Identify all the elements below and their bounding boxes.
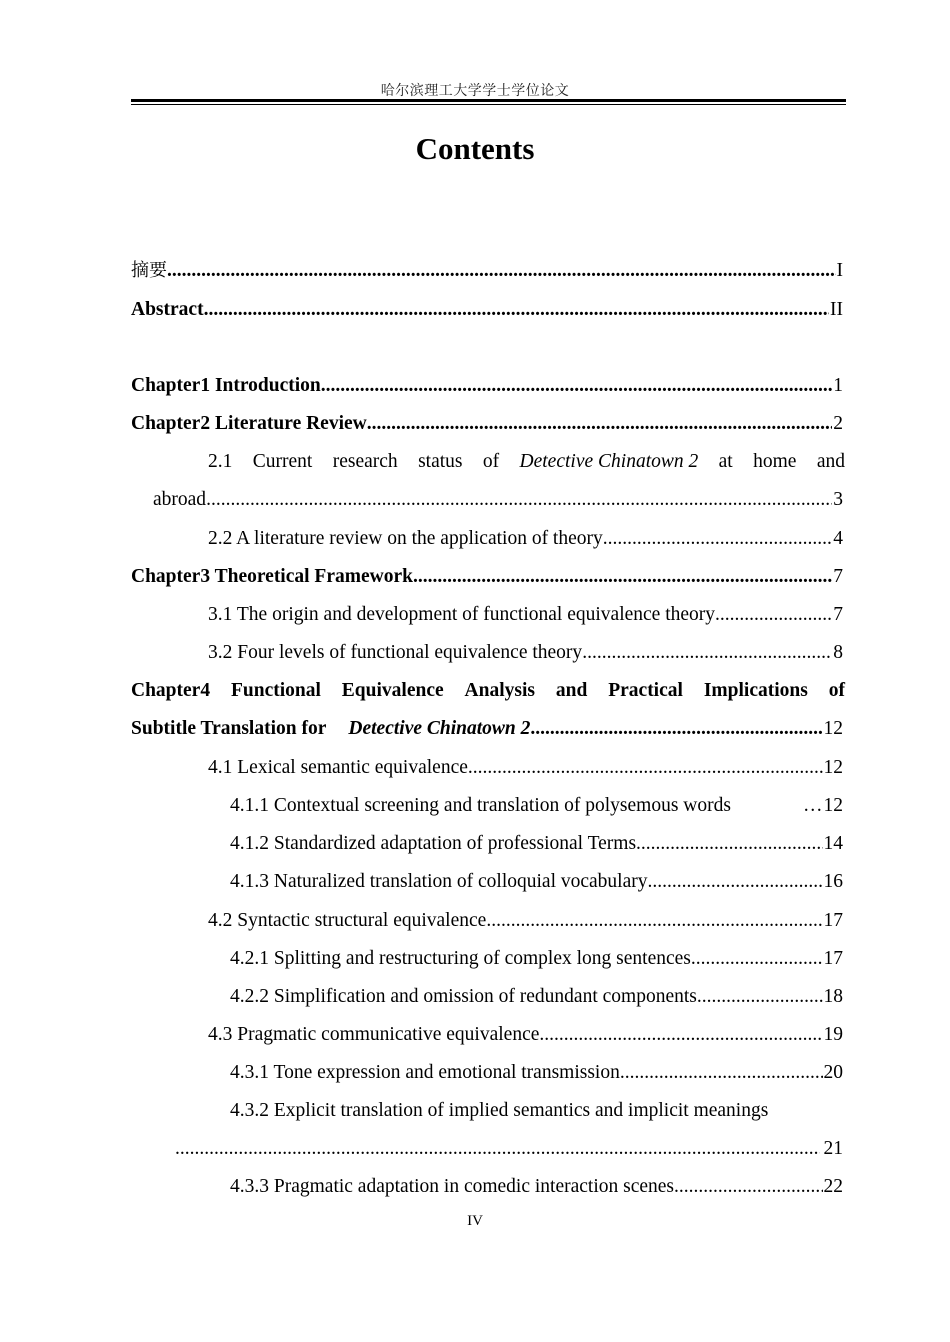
toc-label: 4.3 Pragmatic communicative equivalence <box>208 1024 540 1045</box>
toc-word: Practical <box>608 680 683 701</box>
toc-word: Analysis <box>464 680 535 701</box>
toc-word: of <box>828 680 845 701</box>
toc-page: 12 <box>823 757 843 778</box>
toc-entry-4-3-3[interactable] <box>230 1175 843 1199</box>
toc-italic-title: Detective Chinatown 2 <box>519 451 699 472</box>
toc-leader <box>674 1175 822 1199</box>
page-header: 哈尔滨理工大学学士学位论文 <box>380 84 570 99</box>
toc-leader <box>206 488 832 512</box>
toc-leader <box>697 985 823 1009</box>
toc-page: 18 <box>823 986 843 1007</box>
toc-entry-2-1-line1[interactable] <box>208 450 845 474</box>
toc-label: Subtitle Translation for <box>131 718 327 739</box>
toc-page: 17 <box>823 948 843 969</box>
page-number: IV <box>467 1213 483 1229</box>
toc-page: 4 <box>833 528 843 549</box>
toc-entry-chapter3[interactable] <box>131 565 843 589</box>
toc-entry-4-2[interactable] <box>208 909 843 933</box>
toc-leader <box>530 717 822 741</box>
toc-word: Implications <box>703 680 808 701</box>
toc-page: 16 <box>823 871 843 892</box>
toc-entry-chapter4-line2[interactable] <box>131 717 843 741</box>
toc-entry-4-3[interactable] <box>208 1023 843 1047</box>
toc-leader <box>468 756 823 780</box>
toc-label: 4.3.3 Pragmatic adaptation in comedic interaction scenes <box>230 1176 675 1197</box>
page-title: Contents <box>415 131 535 166</box>
toc-page: 21 <box>823 1138 843 1159</box>
toc-entry-3-2[interactable] <box>208 641 843 665</box>
toc-entry-2-2[interactable] <box>208 527 843 551</box>
toc-word: at <box>718 451 733 472</box>
toc-label: 4.3.1 Tone expression and emotional transmission <box>230 1062 620 1083</box>
toc-entry-4-3-2-line1[interactable] <box>230 1099 845 1123</box>
toc-entry-4-1-3[interactable] <box>230 870 843 894</box>
toc-label: 4.2 Syntactic structural equivalence <box>208 910 487 931</box>
toc-label: Chapter2 Literature Review <box>131 413 367 434</box>
toc-word: research <box>332 451 398 472</box>
toc-leader <box>715 603 832 627</box>
toc-entry-4-3-2-line2[interactable] <box>175 1137 843 1161</box>
toc-entry-zhaiyao[interactable] <box>131 259 843 283</box>
toc-page: 2 <box>833 413 843 434</box>
toc-entry-chapter1[interactable] <box>131 374 843 398</box>
toc-leader <box>620 1061 823 1085</box>
toc-page: 20 <box>823 1062 843 1083</box>
toc-leader <box>367 412 833 436</box>
toc-label: 4.3.2 Explicit translation of implied semantics and implicit meanings <box>230 1100 769 1121</box>
toc-page: 8 <box>833 642 843 663</box>
toc-entry-3-1[interactable] <box>208 603 843 627</box>
toc-page: 17 <box>823 910 843 931</box>
toc-entry-chapter4-line1[interactable] <box>131 679 845 703</box>
toc-page: 14 <box>823 833 843 854</box>
toc-page: 12 <box>823 795 843 816</box>
toc-entry-abstract[interactable] <box>131 298 843 322</box>
toc-word: status <box>418 451 463 472</box>
toc-page: II <box>830 299 843 320</box>
toc-page: 22 <box>823 1176 843 1197</box>
toc-entry-4-3-1[interactable] <box>230 1061 843 1085</box>
toc-label: Chapter3 Theoretical Framework <box>131 566 413 587</box>
toc-word: Current <box>252 451 313 472</box>
toc-label: Abstract <box>131 299 204 320</box>
toc-word: of <box>482 451 500 472</box>
toc-page: 7 <box>833 566 843 587</box>
toc-label: abroad <box>153 489 207 510</box>
toc-italic-title: Detective Chinatown 2 <box>348 718 531 739</box>
toc-page: 3 <box>833 489 843 510</box>
toc-leader <box>204 298 829 322</box>
toc-label: 4.1.2 Standardized adaptation of professional Terms <box>230 833 637 854</box>
toc-word: home <box>753 451 797 472</box>
toc-leader <box>167 259 836 283</box>
toc-leader <box>582 641 832 665</box>
toc-page: 12 <box>823 718 843 739</box>
toc-leader <box>175 1137 820 1161</box>
toc-page: 19 <box>823 1024 843 1045</box>
toc-entry-chapter2[interactable] <box>131 412 843 436</box>
toc-leader: … <box>803 795 823 816</box>
toc-label: 3.2 Four levels of functional equivalence theory <box>208 642 583 663</box>
toc-leader <box>603 527 832 551</box>
toc-word: Functional <box>230 680 321 701</box>
toc-word: and <box>816 451 845 472</box>
toc-page: 1 <box>833 375 843 396</box>
toc-page: I <box>836 260 843 281</box>
toc-label: Chapter1 Introduction <box>131 375 321 396</box>
toc-entry-4-1[interactable] <box>208 756 843 780</box>
toc-entry-4-1-1[interactable] <box>230 794 843 818</box>
toc-leader <box>413 565 832 589</box>
toc-entry-2-1-line2[interactable] <box>153 488 843 512</box>
toc-leader <box>539 1023 822 1047</box>
toc-word: Chapter4 <box>131 680 211 701</box>
toc-entry-4-1-2[interactable] <box>230 832 843 856</box>
toc-label: 4.1.1 Contextual screening and translation of polysemous words <box>230 795 731 816</box>
toc-label: 4.2.1 Splitting and restructuring of complex long sentences <box>230 948 691 969</box>
toc-leader <box>486 909 822 933</box>
toc-leader <box>321 374 832 398</box>
toc-leader <box>636 832 822 856</box>
header-rule-thin <box>131 104 846 105</box>
toc-leader <box>691 947 823 971</box>
toc-label: 4.2.2 Simplification and omission of redundant components <box>230 986 697 1007</box>
toc-label: 2.2 A literature review on the application of theory <box>208 528 603 549</box>
toc-label: 4.1.3 Naturalized translation of colloquial vocabulary <box>230 871 648 892</box>
toc-page: 7 <box>833 604 843 625</box>
toc-label: 4.1 Lexical semantic equivalence <box>208 757 468 778</box>
toc-word: and <box>555 680 588 701</box>
toc-word: 2.1 <box>208 451 233 472</box>
toc-word: Equivalence <box>341 680 444 701</box>
toc-label: 摘要 <box>131 260 167 281</box>
toc-entry-4-2-1[interactable] <box>230 947 843 971</box>
header-rule-thick <box>131 99 846 102</box>
toc-entry-4-2-2[interactable] <box>230 985 843 1009</box>
toc-leader <box>648 870 823 894</box>
toc-label: 3.1 The origin and development of functional equivalence theory <box>208 604 716 625</box>
